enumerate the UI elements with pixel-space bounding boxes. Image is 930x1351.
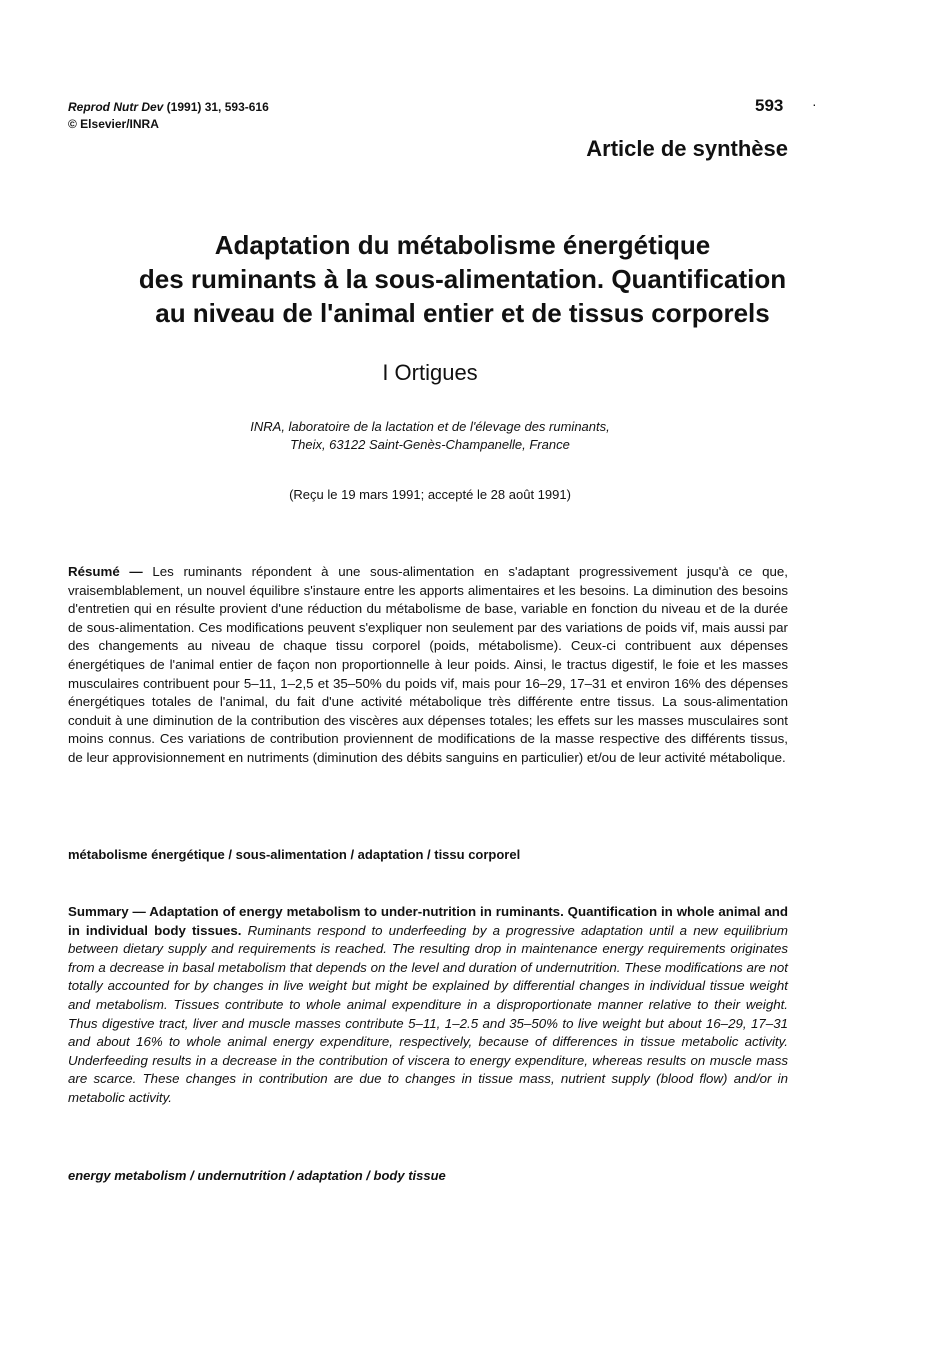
margin-dot: · <box>812 96 817 112</box>
summary-label: Summary — Adaptation of energy metabolism to under-nutrition in ruminants. Quantification in whole animal and in individual body tissues. <box>68 904 788 938</box>
article-type: Article de synthèse <box>586 136 788 161</box>
copyright: © Elsevier/INRA <box>68 117 159 131</box>
abstract-french <box>68 563 788 768</box>
resume-label: Résumé — <box>68 564 143 579</box>
affiliation-line-2: Theix, 63122 Saint-Genès-Champanelle, France <box>290 437 570 452</box>
resume-text: Les ruminants répondent à une sous-alimentation en s'adaptant progressivement jusqu'à ce que, vraisemblablement, un nouvel équilibre s'instaure entre les apports alimentaires et les besoins. La diminution des besoins d'entretien qui en résulte provient d'une réduction du métabolisme de base, variable en fonction du niveau et de la durée de sous-alimentation. Ces modifications peuvent s'expliquer non seulement par des variations de poids vif, mais aussi par des changements au niveau de chaque tissu corporel (poids, métabolisme). Ceux-ci contribuent aux dépenses énergétiques de l'animal entier de façon non proportionnelle à leur poids. Ainsi, le tractus digestif, le foie et les masses musculaires contribuent pour 5–11, 1–2,5 et 35–50% du poids vif, mais pour 16–29, 17–31 et environ 16% des dépenses énergétiques totales de l'animal, du fait d'une activité métabolique très différente entre tissus. La sous-alimentation conduit à une diminution de la contribution des viscères aux dépenses totales; les effets sur les masses musculaires sont moins connus. Ces variations de contribution proviennent de modifications de la masse respective des différents tissus, de leur approvisionnement en nutriments (diminution des débits sanguins en particulier) et/ou de leur activité métabolique. <box>68 564 788 765</box>
title-line-1: Adaptation du métabolisme énergétique <box>214 230 711 260</box>
author: I Ortigues <box>382 360 478 385</box>
journal-abbrev: Reprod Nutr Dev <box>68 100 164 114</box>
title-line-3: au niveau de l'animal entier et de tissus corporels <box>155 298 770 328</box>
affiliation <box>0 418 860 454</box>
article-title <box>60 228 865 330</box>
keywords-english: energy metabolism / undernutrition / adaptation / body tissue <box>68 1168 446 1183</box>
received-dates: (Reçu le 19 mars 1991; accepté le 28 août 1991) <box>289 487 571 502</box>
journal-ref: (1991) 31, 593-616 <box>163 100 269 114</box>
summary-text: Ruminants respond to underfeeding by a progressive adaptation until a new equilibrium between dietary supply and requirements is reached. The resulting drop in maintenance energy requirements originates from a decrease in basal metabolism that depends on the level and duration of undernutrition. These modifications are not totally accounted for by changes in live weight but might be explained by differential changes in individual tissue weight and metabolism. Tissues contribute to whole animal expenditure in a disproportionate manner relative to their weight. Thus digestive tract, liver and muscle masses contribute 5–11, 1–2.5 and 35–50% to live weight but about 16–29, 17–31 and about 16% to whole animal energy expenditure, respectively, because of differences in tissue metabolic activity. Underfeeding results in a decrease in the contribution of viscera to energy expenditure, whereas results on muscle mass are scarce. These changes in contribution are due to changes in tissue mass, nutrient supply (blood flow) and/or in metabolic activity. <box>68 922 788 1105</box>
title-line-2: des ruminants à la sous-alimentation. Quantification <box>138 264 787 294</box>
page-number: 593 <box>755 96 784 115</box>
journal-citation <box>68 99 269 115</box>
keywords-french: métabolisme énergétique / sous-alimentation / adaptation / tissu corporel <box>68 847 521 862</box>
abstract-english <box>68 903 788 1108</box>
affiliation-line-1: INRA, laboratoire de la lactation et de l'élevage des ruminants, <box>250 419 610 434</box>
